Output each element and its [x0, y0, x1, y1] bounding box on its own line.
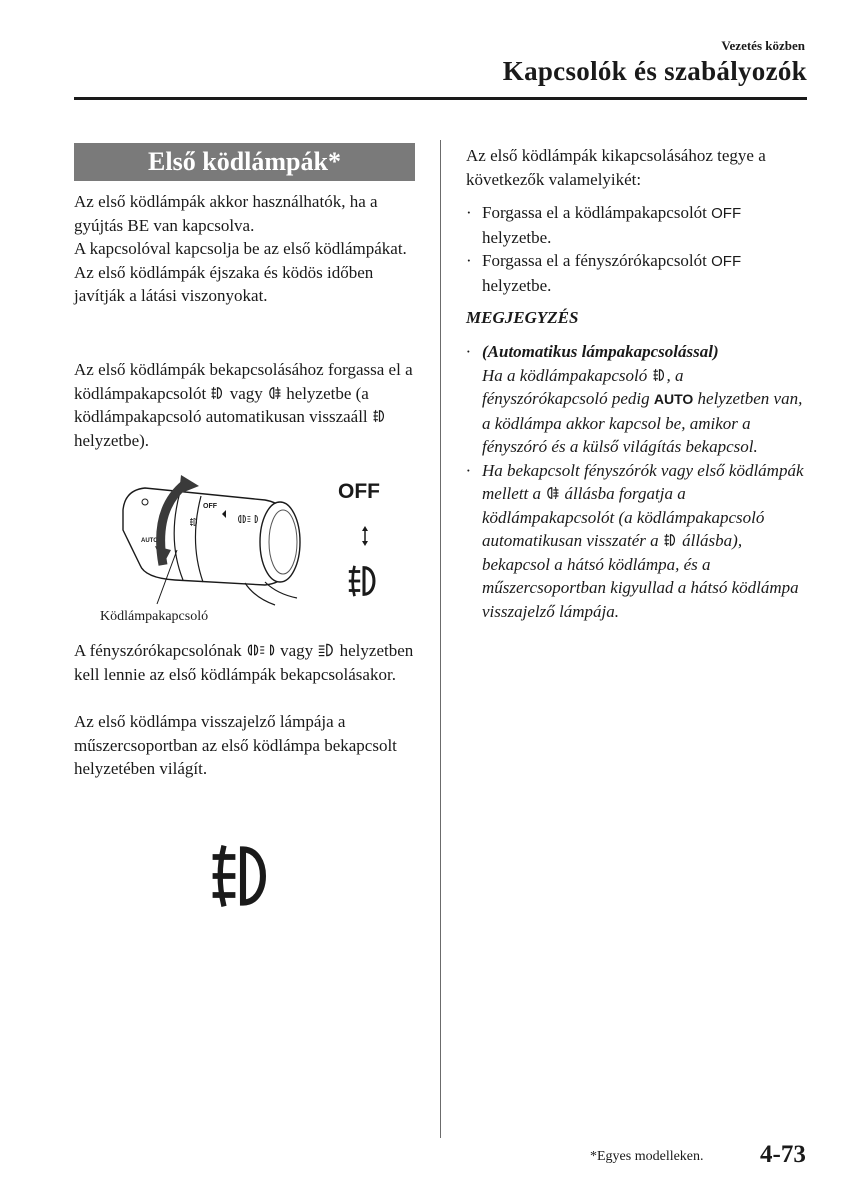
paragraph-indicator: Az első ködlámpa visszajelző lámpája a műszercsoportban az első ködlámpa bekapcsolt helyzetében világít.	[74, 712, 397, 778]
list-item: · Forgassa el a ködlámpakapcsolót OFF helyzetbe.	[466, 203, 742, 247]
front-fog-icon	[372, 408, 387, 424]
rear-fog-icon	[545, 485, 560, 501]
paragraph-availability: Az első ködlámpák akkor használhatók, ha a gyújtás BE van kapcsolva.	[74, 192, 378, 235]
section-heading: Első ködlámpák*	[74, 143, 415, 181]
note-title: MEGJEGYZÉS	[466, 308, 579, 327]
front-fog-icon	[663, 532, 678, 548]
paragraph-headlight-position: A fényszórókapcsolónak vagy helyzetben kell lennie az első ködlámpák bekapcsolásakor.	[74, 641, 414, 684]
list-item: · Ha bekapcsolt fényszórók vagy első ködlámpák mellett a állásba forgatja a ködlámpakapcsolót (a ködlámpakapcsoló automatikusan visszatér a állásba), bekapcsol a hátsó ködlámpa, és a műszercsoportban kigyullad a hátsó ködlámpa visszajelző lámpája.	[466, 460, 804, 621]
lever-label-auto: AUTO	[141, 538, 158, 544]
front-fog-icon	[210, 385, 225, 401]
list-item: · (Automatikus lámpakapcsolással) Ha a ködlámpakapcsoló , a fényszórókapcsoló pedig AUTO helyzetben van, a ködlámpa akkor kapcsol be, amikor a fényszóró és a külső világítás bekapcsol.	[466, 342, 803, 456]
section-label: Vezetés közben	[721, 38, 805, 53]
lever-label-off: OFF	[203, 503, 217, 510]
paragraph-switch-off: Az első ködlámpák kikapcsolásához tegye a következők valamelyikét:	[466, 146, 766, 189]
paragraph-switch-on: Az első ködlámpák bekapcsolásához forgassa el a ködlámpakapcsolót vagy helyzetbe (a ködlámpakapcsoló automatikusan visszaáll helyzetbe).	[74, 360, 413, 450]
off-position-label: OFF	[338, 480, 380, 503]
footnote: *Egyes modelleken.	[590, 1149, 704, 1164]
list-item: · Forgassa el a fényszórókapcsolót OFF helyzetbe.	[466, 251, 742, 295]
column-divider	[440, 140, 441, 1138]
paragraph-purpose: A kapcsolóval kapcsolja be az első ködlámpákat. Az első ködlámpák éjszaka és ködös időben javítják a látási viszonyokat.	[74, 239, 407, 305]
note-list	[466, 340, 811, 623]
figure-caption: Ködlámpakapcsoló	[100, 609, 209, 624]
front-fog-icon	[652, 367, 667, 383]
bullet-list-off	[466, 201, 811, 297]
headlight-low-icon	[317, 642, 335, 658]
fog-indicator-icon	[205, 838, 281, 914]
page-title: Kapcsolók és szabályozók	[502, 56, 807, 86]
page-number: 4-73	[760, 1141, 806, 1168]
rear-fog-icon	[267, 385, 282, 401]
headlight-high-icon	[246, 642, 276, 658]
header-divider	[74, 97, 807, 100]
